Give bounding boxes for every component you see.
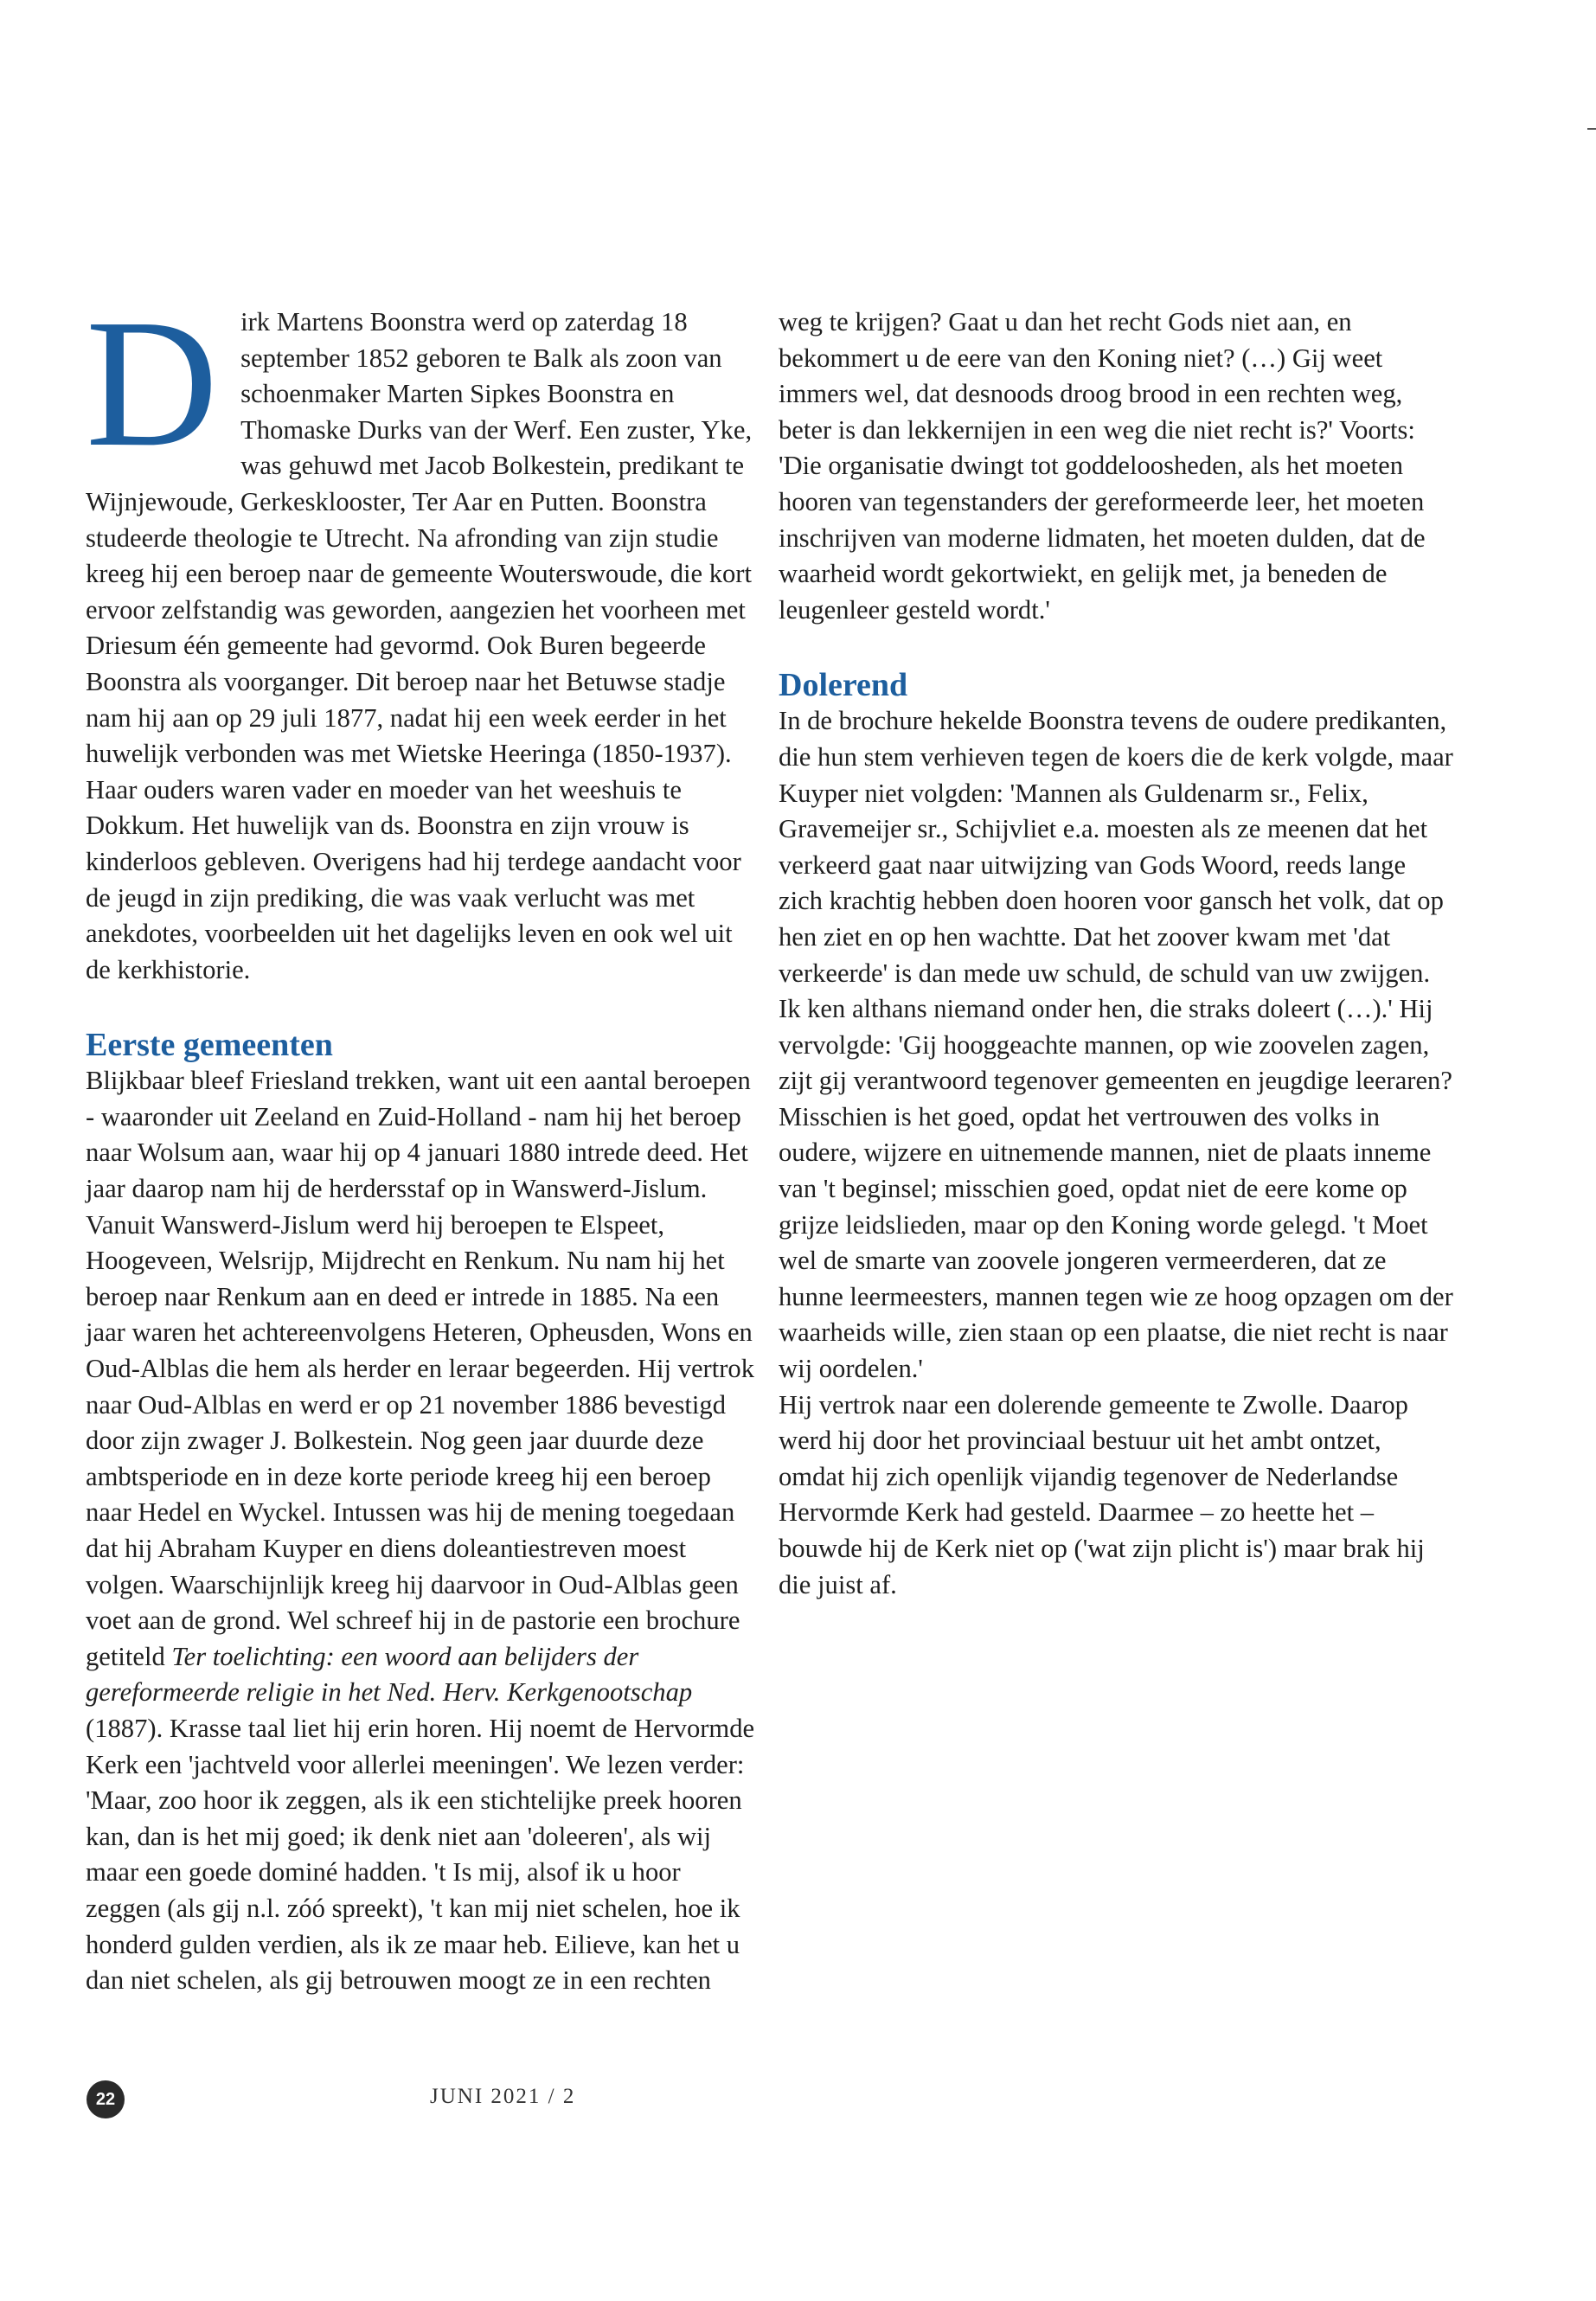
section1-text-a: Blijkbaar bleef Friesland trekken, want uit een aantal beroepen - waaronder uit Zeeland en Zuid-Holland - nam hij het beroep naar Wolsum aan, waar hij op 4 januari 1880 intrede deed. Het jaar daarop nam hij de herdersstaf op in Wanswerd-Jislum. Vanuit Wanswerd-Jislum werd hij beroepen te Elspeet, Hoogeveen, Welsrijp, Mijdrecht en Renkum. Nu nam hij het beroep naar Renkum aan en deed er intrede in 1885. Na een jaar waren het achtereenvolgens Heteren, Opheusden, Wons en Oud-Alblas die hem als herder en leraar begeerden. Hij vertrok naar Oud-Alblas en werd er op 21 november 1886 bevestigd door zijn zwager J. Bolkestein. Nog geen jaar duurde deze ambtsperiode en in deze korte periode kreeg hij een beroep naar Hedel en Wyckel. Intussen was hij de mening toegedaan dat hij Abraham Kuyper en diens doleantiestreven moest volgen. Waarschijnlijk kreeg hij daarvoor in Oud-Alblas geen voet aan de grond. Wel schreef hij in de pastorie een brochure getiteld (86, 1066, 755, 1671)
article-column-left (86, 281, 760, 1999)
section1-continued (779, 304, 1453, 628)
section1-paragraph (86, 1063, 760, 1998)
page-number-badge: 22 (87, 2080, 125, 2118)
crop-mark (1587, 128, 1596, 130)
drop-cap: D (86, 281, 219, 484)
section-heading-dolerend: Dolerend (779, 667, 908, 704)
section2-paragraph-closing: Hij vertrok naar een dolerende gemeente te Zwolle. Daarop werd hij door het provinciaal bestuur uit het ambt ontzet, omdat hij zich openlijk vijandig tegenover de Nederlandse Hervormde Kerk had gesteld. Daarmee – zo heette het – bouwde hij de Kerk niet op ('wat zijn plicht is') maar brak hij die juist af. (779, 1389, 1425, 1599)
brochure-title: Ter toelichting: een woord aan belijders der gereformeerde religie in het Ned. Herv. Kerkgenootschap (86, 1641, 693, 1708)
section2-paragraph: In de brochure hekelde Boonstra tevens de oudere predikanten, die hun stem verhieven tegen de koers die de kerk volgde, maar Kuyper niet volgden: 'Mannen als Guldenarm sr., Felix, Gravemeijer sr., Schijvliet e.a. moesten als ze meenen dat het verkeerd gaat naar uitwijzing van Gods Woord, reeds lange zich krachtig hebben doen hooren voor gansch het volk, dat op hen ziet en op hen wachtte. Dat het zoover kwam met 'dat verkeerde' is dan mede uw schuld, de schuld van uw zwijgen. Ik ken althans niemand onder hen, die straks doleert (…).' Hij vervolgde: 'Gij hooggeachte mannen, op wie zoovelen zagen, zijt gij verantwoord tegenover gemeenten en jeugdige leeraren? Misschien is het goed, opdat het vertrouwen des volks in oudere, wijzere en uitnemende mannen, niet de plaats inneme van 't beginsel; misschien goed, opdat niet de eere kome op grijze leidslieden, maar op den Koning worde gelegd. 't Moet wel de smarte van zoovele jongeren vermeerderen, dat ze hunne leermeesters, mannen tegen wie ze hoog opzagen om der waarheids wille, zien staan op een plaatse, die niet recht is naar wij oordelen.' (779, 706, 1453, 1384)
section1-continued-text: weg te krijgen? Gaat u dan het recht Gods niet aan, en bekommert u de eere van den Koning niet? (…) Gij weet immers wel, dat desnoods droog brood in een rechten weg, beter is dan lekkernijen in een weg die niet recht is?' Voorts: 'Die organisatie dwingt tot goddeloosheden, als het moeten hooren van tegenstanders der gereformeerde leer, het moeten inschrijven van moderne lidmaten, het moeten dulden, dat de waarheid wordt gekortwiekt, en gelijk met, ja beneden de leugenleer gesteld wordt.' (779, 307, 1426, 625)
section1-text-b: (1887). Krasse taal liet hij erin horen. Hij noemt de Hervormde Kerk een 'jachtveld voor allerlei meeningen'. We lezen verder: 'Maar, zoo hoor ik zeggen, als ik een stichtelijke preek hooren kan, dan is het mij goed; ik denk niet aan 'doleeren', als wij maar een goede dominé hadden. 't Is mij, alsof ik u hoor zeggen (als gij n.l. zóó spreekt), 't kan mij niet schelen, hoe ik honderd gulden verdien, als ik ze maar heb. Eilieve, kan het u dan niet schelen, als gij betrouwen moogt ze in een rechten (86, 1713, 755, 1996)
intro-paragraph (86, 281, 760, 988)
article-column-right (779, 304, 1453, 1603)
section-heading-eerste-gemeenten: Eerste gemeenten (86, 1027, 333, 1064)
issue-label: JUNI 2021 / 2 (430, 2085, 576, 2108)
intro-text: irk Martens Boonstra werd op zaterdag 18 september 1852 geboren te Balk als zoon van schoenmaker Marten Sipkes Boonstra en Thomaske Durks van der Werf. Een zuster, Yke, was gehuwd met Jacob Bolkestein, predikant te Wijnjewoude, Gerkesklooster, Ter Aar en Putten. Boonstra studeerde theologie te Utrecht. Na afronding van zijn studie kreeg hij een beroep naar de gemeente Wouterswoude, die kort ervoor zelfstandig was geworden, aangezien het voorheen met Driesum één gemeente had gevormd. Ook Buren begeerde Boonstra als voorganger. Dit beroep naar het Betuwse stadje nam hij aan op 29 juli 1877, nadat hij een week eerder in het huwelijk verbonden was met Wietske Heeringa (1850-1937). Haar ouders waren vader en moeder van het weeshuis te Dokkum. Het huwelijk van ds. Boonstra en zijn vrouw is kinderloos gebleven. Overigens had hij terdege aandacht voor de jeugd in zijn prediking, die was vaak verlucht was met anekdotes, voorbeelden uit het dagelijks leven en ook wel uit de kerkhistorie. (86, 307, 753, 984)
